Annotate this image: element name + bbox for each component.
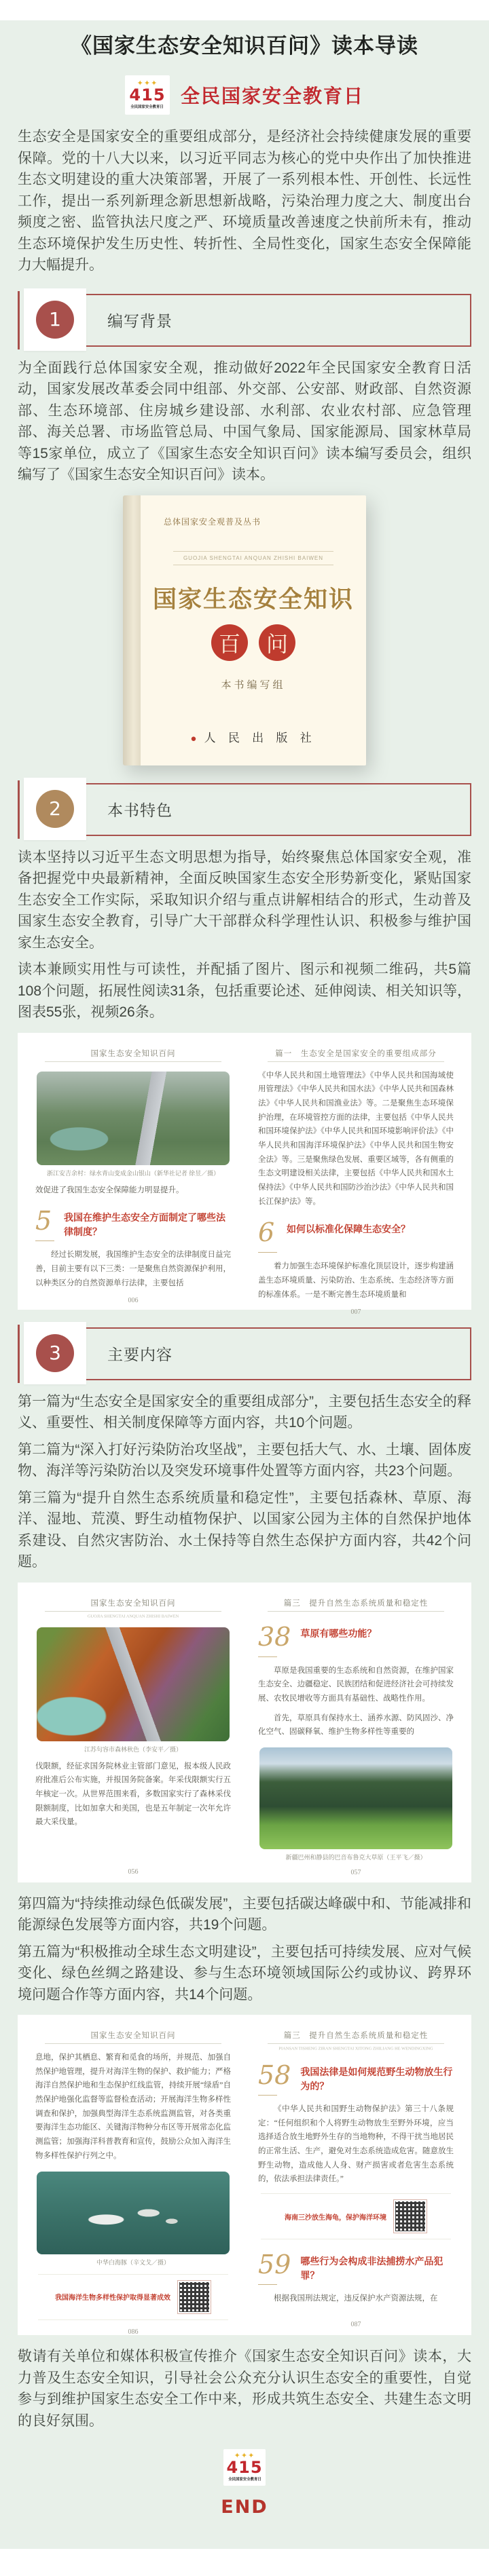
page-number: 056 — [128, 1868, 139, 1876]
book-page-007 — [244, 1048, 467, 1317]
section-header-2 — [18, 783, 471, 836]
page-number: 006 — [128, 1297, 139, 1305]
book-series-label: 总体国家安全观普及丛书 — [164, 516, 261, 527]
415-logo-icon — [125, 75, 170, 115]
end-block — [0, 2449, 489, 2518]
features-paragraph-2: 读本兼顾实用性与可读性，并配插了图片、图示和视频二维码，共5篇108个问题，拓展性阅读31条，包括重要论述、延伸阅读、相关知识等，图表55张，视频26条。 — [18, 962, 471, 1020]
book-author: 本书编写组 — [221, 679, 286, 691]
section-1-title-box — [26, 294, 471, 347]
section-3-number-badge: 3 — [36, 1334, 74, 1372]
photo-caption: 江苏句容市森林秋色（李安平／摄） — [84, 1745, 182, 1753]
section-2-number-badge: 2 — [36, 790, 74, 828]
publisher-name: 人 民 出 版 社 — [204, 731, 316, 744]
415-logo-icon-footer — [223, 2449, 266, 2486]
book-title-circles — [141, 624, 366, 661]
page-header: 国家生态安全知识百问 — [90, 1599, 176, 1608]
section-header-3 — [18, 1327, 471, 1380]
book-cover-figure — [0, 495, 489, 765]
page-header: 国家生态安全知识百问 — [90, 1049, 176, 1058]
question-number: 6 — [258, 1219, 277, 1253]
village-aerial-photo — [37, 1072, 230, 1165]
qr-code-icon — [393, 2199, 427, 2233]
book-page-086 — [22, 2030, 244, 2336]
page-header-rule — [268, 1611, 444, 1612]
white-dolphin-photo — [37, 2172, 230, 2254]
top-white-strip — [0, 0, 489, 20]
question-5-block — [35, 1208, 231, 1241]
question-number: 38 — [258, 1624, 291, 1657]
video-qr-row — [261, 2193, 451, 2239]
question-number: 5 — [35, 1208, 54, 1241]
page-title: 《国家生态安全知识百问》读本导读 — [71, 34, 418, 58]
book-title: 国家生态安全知识 — [152, 586, 354, 613]
section-3-title: 主要内容 — [107, 1346, 173, 1363]
page-number: 086 — [128, 2328, 139, 2336]
question-58-block — [258, 2062, 454, 2096]
page-text: 首先，草原具有保持水土、涵养水源、防风固沙、净化空气、固碳释氧、维护生物多样性等重要的 — [258, 1713, 454, 1737]
page-text: 草原是我国重要的生态系统和自然资源，在维护国家生态安全、边疆稳定、民族团结和促进经济社会可持续发展、农牧民增收等方面具有基础性、战略性作用。 — [258, 1666, 454, 1703]
page-header-rule — [45, 1061, 221, 1062]
question-number: 58 — [258, 2062, 291, 2096]
qr-label: 我国海洋生物多样性保护取得显著成效 — [55, 2294, 170, 2302]
section-2-number-card — [24, 778, 86, 840]
end-label: END — [221, 2497, 268, 2518]
page-header: 篇三 提升自然生态系统质量和稳定性 — [283, 1599, 429, 1608]
logo-rays-icon: ✦✦✦ — [137, 79, 158, 88]
photo-caption: 浙江安吉余村：绿水青山变成金山银山（新华社记者 徐昱／摄） — [46, 1169, 220, 1177]
book-pinyin: GUOJIA SHENGTAI ANQUAN ZHISHI BAIWEN — [173, 551, 333, 565]
book-publisher — [141, 728, 366, 745]
intro-paragraph: 生态安全是国家安全的重要组成部分，是经济社会持续健康发展的重要保障。党的十八大以来，以习近平同志为核心的党中央作出了加快推进生态文明建设的重大决策部署，开展了一系列根本性、开创性、长远性工作，提出一系列新理念新思想新战略，污染治理力度之大、制度出台频度之密、监管执法尺度之严、环境质量改善速度之快前所未有，推动生态环境保护发生历史性、转折性、全局性变化，国家生态安全保障能力大幅提升。 — [18, 129, 471, 273]
contents-paragraph-1: 第一篇为“生态安全是国家安全的重要组成部分”，主要包括生态安全的释义、重要性、相关制度保障等方面内容，共10个问题。 — [18, 1393, 471, 1431]
security-day-banner — [0, 75, 489, 115]
book-circle-bai: 百 — [211, 624, 248, 661]
page-header-rule — [268, 2043, 444, 2044]
question-text: 哪些行为会构成非法捕捞水产品犯罪？ — [300, 2256, 443, 2281]
question-text: 草原有哪些功能？ — [300, 1627, 377, 1639]
qr-label: 海南三沙放生海龟，保护海洋环境 — [285, 2214, 386, 2222]
book-page-087 — [244, 2030, 467, 2330]
book-page-006 — [22, 1048, 244, 1304]
page-header: 国家生态安全知识百问 — [90, 2032, 176, 2040]
page-text: 《中华人民共和国土地管理法》《中华人民共和国海域使用管理法》《中华人民共和国水法》《中华人民共和国森林法》《中华人民共和国渔业法》等。二是聚焦生态环境保护治理，在环境管控方面的法律，主要包括《中华人民共和国环境保护法》《中华人民共和国环境影响评价法》《中华人民共和国海洋环境保护法》《中华人民共和国生物安全法》等。三是聚焦绿色发展、重要区域等，各有侧重的生态文明建设相关法律，主要包括《中华人民共和国水土保持法》《中华人民共和国防沙治沙法》《中华人民共和国长江保护法》等。 — [258, 1071, 454, 1206]
logo-caption: 全民国家安全教育日 — [130, 104, 164, 109]
question-text: 我国在维护生态安全方面制定了哪些法律制度？ — [64, 1212, 225, 1238]
logo-number: 415 — [129, 85, 166, 105]
background-paragraph: 为全面践行总体国家安全观，推动做好2022年全民国家安全教育日活动，国家发展改革委会同中组部、外交部、公安部、财政部、自然资源部、生态环境部、住房城乡建设部、水利部、农业农村部、应急管理部、海关总署、市场监管总局、中国气象局、国家能源局、国家林草局等15家单位，成立了《国家生态安全知识百问》读本编写委员会，组织编写了《国家生态安全知识百问》读本。 — [18, 360, 471, 482]
photo-caption: 新疆巴州和静县的巴音布鲁克大草原（王平飞／摄） — [285, 1853, 427, 1861]
question-6-block — [258, 1219, 454, 1253]
page-header-rule — [268, 1061, 444, 1062]
page-text: 着力加强生态环境保护标准化顶层设计，逐步构建涵盖生态环境质量、污染防治、生态系统、生态经济等方面的标准体系。一是不断完善生态环境质量和 — [258, 1262, 454, 1299]
section-2-title-box — [26, 783, 471, 836]
section-header-1 — [18, 294, 471, 347]
logo-number: 415 — [226, 2457, 263, 2477]
question-text: 如何以标准化保障生态安全？ — [287, 1224, 410, 1235]
video-qr-row — [38, 2274, 228, 2320]
question-59-block — [258, 2252, 454, 2285]
book-spine — [123, 495, 141, 765]
page-header-pinyin: PIANSAN TISHENG ZIRAN SHENGTAI XITONG ZHILIANG HE WENDINGXING — [278, 2045, 433, 2051]
page-header: 篇三 提升自然生态系统质量和稳定性 — [283, 2032, 429, 2040]
page-header-pinyin: GUOJIA SHENGTAI ANQUAN ZHISHI BAIWEN — [87, 1613, 179, 1618]
contents-paragraph-4: 第四篇为“持续推动绿色低碳发展”，主要包括碳达峰碳中和、节能减排和能源绿色发展等方面内容，共19个问题。 — [18, 1895, 471, 1933]
grassland-photo — [259, 1747, 452, 1849]
page-text: 根据我国刑法规定，违反保护水产资源法规，在 — [274, 2294, 438, 2303]
question-text: 我国法律是如何规范野生动物放生行为的？ — [300, 2066, 453, 2091]
article-body — [0, 20, 489, 2549]
logo-caption: 全民国家安全教育日 — [228, 2476, 261, 2481]
question-38-block — [258, 1621, 454, 1657]
closing-paragraph: 敬请有关单位和媒体积极宣传推介《国家生态安全知识百问》读本，大力普及生态安全知识，引导社会公众充分认识生态安全的重要性，自觉参与到维护国家生态安全工作中来，形成共筑生态安全、共建生态文明的良好氛围。 — [18, 2349, 471, 2429]
page-header: 篇一 生态安全是国家安全的重要组成部分 — [275, 1049, 437, 1058]
page-header-rule — [45, 2043, 221, 2044]
question-number: 59 — [258, 2252, 291, 2285]
section-1-number-card — [24, 288, 86, 351]
book-page-057 — [244, 1597, 467, 1877]
book-pages-spread-2 — [18, 1583, 471, 1882]
banner-label: 全民国家安全教育日 — [180, 86, 364, 107]
page-text: 伐限额，经征求国务院林业主管部门意见，报本级人民政府批准后公布实施，并报国务院备案。年采伐限额实行五年核定一次。从世界范围来看，多数国家实行了森林采伐限额制度，比如加拿大和美国，也是五年制定一次年允许最大采伐量。 — [35, 1762, 231, 1827]
qr-code-icon — [177, 2280, 211, 2314]
page-number: 087 — [350, 2321, 361, 2328]
page-number: 007 — [350, 1308, 361, 1317]
features-paragraph-1: 读本坚持以习近平生态文明思想为指导，始终聚焦总体国家安全观，准备把握党中央最新精神，全面反映国家生态安全形势新变化，紧贴国家生态安全工作实际，采取知识介绍与重点讲解相结合的形式，生动普及国家生态安全教育，引导广大干部群众科学理性认识、积极参与维护国家生态安全。 — [18, 849, 471, 951]
book-front-cover — [141, 495, 366, 765]
page-header-rule — [45, 1611, 221, 1612]
section-2-title: 本书特色 — [107, 801, 173, 819]
page-text: 效促进了我国生态安全保障能力明显提升。 — [35, 1186, 184, 1194]
autumn-forest-photo — [37, 1627, 230, 1741]
logo-rays-icon: ✦✦✦ — [234, 2451, 255, 2460]
contents-paragraph-3: 第三篇为“提升自然生态系统质量和稳定性”，主要包括森林、草原、海洋、湿地、荒漠、野生动植物保护、以国家公园为主体的自然保护地体系建设、自然灾害防治、水土保持等自然生态保护方面内容，共42个问题。 — [18, 1490, 471, 1570]
contents-paragraph-5: 第五篇为“积极推动全球生态文明建设”，主要包括可持续发展、应对气候变化、绿色丝绸之路建设、参与生态环境领域国际公约或协议、跨界环境问题合作等方面内容，共14个问题。 — [18, 1944, 471, 2003]
publisher-logo-icon: ● — [190, 733, 197, 744]
contents-paragraph-2: 第二篇为“深入打好污染防治攻坚战”，主要包括大气、水、土壤、固体废物、海洋等污染防治以及突发环境事件处置等方面内容，共23个问题。 — [18, 1441, 471, 1479]
photo-caption: 中华白海豚（辛文戈／摄） — [96, 2258, 170, 2266]
book-page-056 — [22, 1597, 244, 1877]
section-1-title: 编写背景 — [107, 312, 173, 330]
book-cover — [123, 495, 366, 765]
bottom-white-strip — [0, 2549, 489, 2572]
page-number: 057 — [350, 1868, 361, 1876]
page-text: 息地，保护其栖息、繁育和觅食的场所，并规范、加强自然保护地管理，提升对海洋生物的保护、救护能力；严格海洋自然保护地和生态保护红线监管，持续开展“绿盾”自然保护地强化监督等监督检查活动；开展海洋生物多样性调查和保护，加强典型海洋生态系统监测监管，对各类重要海洋生态功能区、关键海洋物种分布区等开展常态化监测监管；加强海洋科普教育和宣传，鼓励公众加入海洋生物多样性保护行列之中。 — [35, 2053, 231, 2160]
book-pages-spread-3 — [18, 2015, 471, 2335]
page-text: 经过长期发展，我国维护生态安全的法律制度日益完善，目前主要有以下三类：一是聚焦自然资源保护利用，以种类区分的自然资源单行法律，主要包括 — [35, 1251, 231, 1287]
page-text: 《中华人民共和国野生动物保护法》第三十八条规定：“任何组织和个人将野生动物放生至野外环境，应当选择适合放生地野外生存的当地物种，不得干扰当地居民的正常生活、生产，避免对生态系统造成危害。随意放生野生动物，造成他人人身、财产损害或者危害生态系统的，依法承担法律责任。” — [258, 2105, 454, 2184]
book-pages-spread-1 — [18, 1033, 471, 1317]
section-3-title-box — [26, 1327, 471, 1380]
section-3-number-card — [24, 1322, 86, 1384]
section-1-number-badge: 1 — [36, 301, 74, 339]
book-circle-wen: 问 — [259, 624, 295, 661]
